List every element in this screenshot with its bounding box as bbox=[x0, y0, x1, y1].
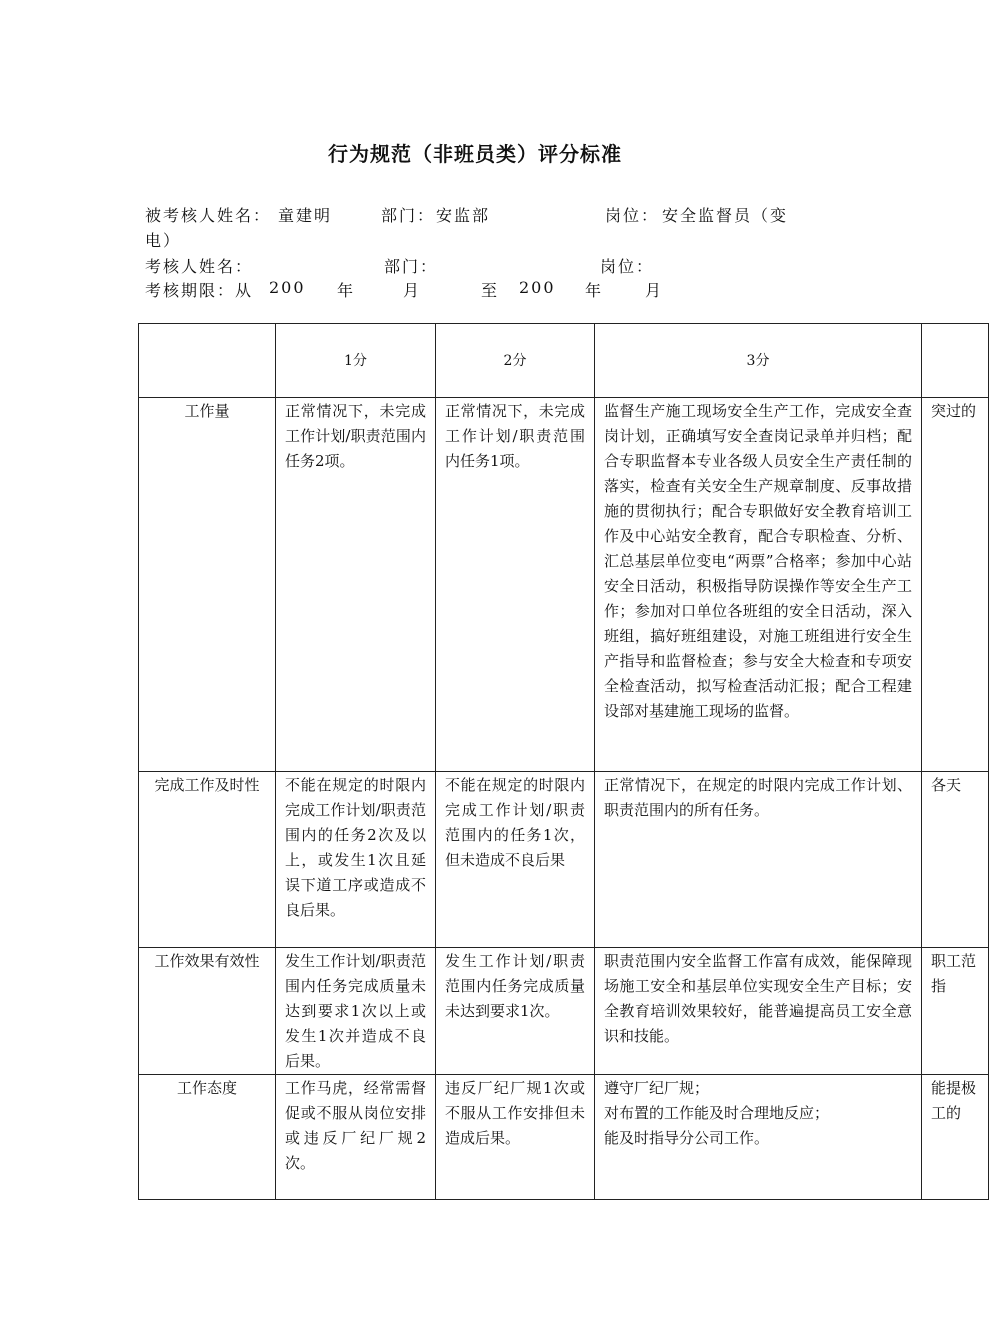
criterion-cell: 工作效果有效性 bbox=[139, 948, 276, 1075]
criterion-cell: 工作量 bbox=[139, 398, 276, 772]
examinee-post-continued: 电） bbox=[145, 231, 182, 250]
scoring-table bbox=[138, 323, 989, 1200]
score-3-line: 遵守厂纪厂规； bbox=[604, 1079, 710, 1097]
page-title: 行为规范（非班员类）评分标准 bbox=[328, 142, 622, 166]
period-label: 考核期限：从 bbox=[145, 281, 254, 300]
score-3-cell bbox=[595, 1075, 922, 1200]
header-score-1: 1分 bbox=[276, 324, 436, 398]
score-1-cell: 发生工作计划/职责范围内任务完成质量未达到要求1次以上或发生1次并造成不良后果。 bbox=[276, 948, 436, 1075]
score-2-cell: 违反厂纪厂规1次或不服从工作安排但未造成后果。 bbox=[436, 1075, 595, 1200]
examiner-post-label: 岗位： bbox=[600, 257, 655, 276]
score-2-cell: 发生工作计划/职责范围内任务完成质量未达到要求1次。 bbox=[436, 948, 595, 1075]
score-3-line: 能及时指导分公司工作。 bbox=[604, 1129, 770, 1147]
score-1-cell: 正常情况下，未完成工作计划/职责范围内任务2项。 bbox=[276, 398, 436, 772]
score-4-cell: 能提极工的 bbox=[922, 1075, 989, 1200]
period-to-label: 至 bbox=[481, 281, 500, 300]
header-score-3: 3分 bbox=[595, 324, 922, 398]
table-row bbox=[139, 398, 989, 772]
examinee-name-label: 被考核人姓名： bbox=[145, 206, 272, 225]
examinee-name-value: 童建明 bbox=[278, 206, 333, 225]
score-3-cell: 监督生产施工现场安全生产工作，完成安全查岗计划，正确填写安全查岗记录单并归档；配合专职监督本专业各级人员安全生产责任制的落实，检查有关安全生产规章制度、反事故措施的贯彻执行；配合专职做好安全教育培训工作及中心站安全教育，配合专职检查、分析、汇总基层单位变电“两票”合格率；参加中心站安全日活动，积极指导防误操作等安全生产工作；参加对口单位各班组的安全日活动，深入班组，搞好班组建设，对施工班组进行安全生产指导和监督检查；参与安全大检查和专项安全检查活动，拟写检查活动汇报；配合工程建设部对基建施工现场的监督。 bbox=[595, 398, 922, 772]
period-from-year-unit: 年 bbox=[337, 281, 356, 300]
table-row bbox=[139, 948, 989, 1075]
period-to-month-unit: 月 bbox=[645, 281, 664, 300]
score-2-cell: 不能在规定的时限内完成工作计划/职责范围内的任务1次，但未造成不良后果 bbox=[436, 772, 595, 948]
header-row bbox=[139, 324, 989, 398]
score-4-cell: 各天 bbox=[922, 772, 989, 948]
examinee-dept-label: 部门： bbox=[381, 206, 436, 225]
header-score-4 bbox=[922, 324, 989, 398]
header-criterion bbox=[139, 324, 276, 398]
period-to-year-unit: 年 bbox=[585, 281, 604, 300]
score-3-cell: 正常情况下，在规定的时限内完成工作计划、职责范围内的所有任务。 bbox=[595, 772, 922, 948]
score-1-cell: 不能在规定的时限内完成工作计划/职责范围内的任务2次及以上，或发生1次且延误下道工序或造成不良后果。 bbox=[276, 772, 436, 948]
examinee-post-label: 岗位： bbox=[605, 206, 660, 225]
examiner-name-label: 考核人姓名： bbox=[145, 257, 254, 276]
score-1-cell: 工作马虎，经常需督促或不服从岗位安排或违反厂纪厂规2次。 bbox=[276, 1075, 436, 1200]
criterion-cell: 完成工作及时性 bbox=[139, 772, 276, 948]
period-from-month-unit: 月 bbox=[403, 281, 422, 300]
examinee-dept-value: 安监部 bbox=[436, 206, 491, 225]
score-2-cell: 正常情况下，未完成工作计划/职责范围内任务1项。 bbox=[436, 398, 595, 772]
criterion-cell: 工作态度 bbox=[139, 1075, 276, 1200]
period-to-year: 200 bbox=[519, 278, 556, 297]
header-score-2: 2分 bbox=[436, 324, 595, 398]
table-row bbox=[139, 1075, 989, 1200]
score-3-line: 对布置的工作能及时合理地反应； bbox=[604, 1104, 830, 1122]
score-3-cell: 职责范围内安全监督工作富有成效，能保障现场施工安全和基层单位实现安全生产目标；安全教育培训效果较好，能普遍提高员工安全意识和技能。 bbox=[595, 948, 922, 1075]
examiner-dept-label: 部门： bbox=[384, 257, 439, 276]
score-4-cell: 职工范指 bbox=[922, 948, 989, 1075]
table-row bbox=[139, 772, 989, 948]
period-from-year: 200 bbox=[269, 278, 306, 297]
score-4-cell: 突过的 bbox=[922, 398, 989, 772]
examinee-post-value: 安全监督员（变 bbox=[662, 206, 789, 225]
